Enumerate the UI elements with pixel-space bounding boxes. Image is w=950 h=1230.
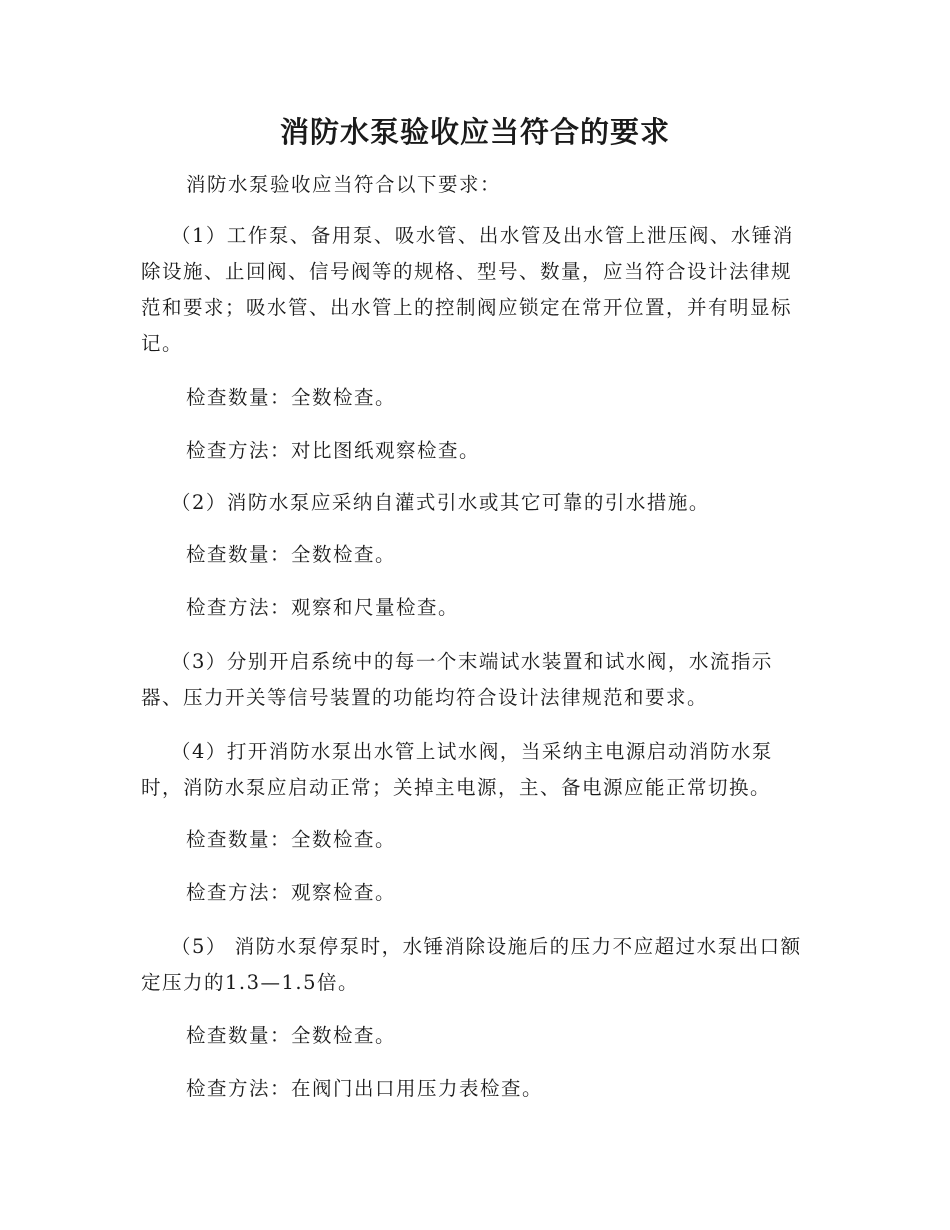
- requirement-3: （3）分别开启系统中的每一个末端试水装置和试水阀，水流指示器、压力开关等信号装置的功能均符合设计法律规范和要求。: [141, 650, 773, 709]
- check-quantity-1: 检查数量：全数检查。: [186, 386, 397, 409]
- check-method-2: 检查方法：观察和尺量检查。: [186, 596, 460, 619]
- check-method-1: 检查方法：对比图纸观察检查。: [186, 439, 481, 462]
- check-quantity-4: 检查数量：全数检查。: [186, 828, 397, 851]
- intro-paragraph: 消防水泵验收应当符合以下要求：: [186, 173, 502, 196]
- page-title: 消防水泵验收应当符合的要求: [279, 115, 670, 149]
- check-method-4: 检查方法：观察检查。: [186, 881, 397, 904]
- requirement-4: （4）打开消防水泵出水管上试水阀，当采纳主电源启动消防水泵时，消防水泵应启动正常；关掉主电源，主、备电源应能正常切换。: [141, 740, 773, 799]
- check-quantity-2: 检查数量：全数检查。: [186, 543, 397, 566]
- check-method-5: 检查方法：在阀门出口用压力表检查。: [186, 1077, 544, 1100]
- requirement-2: （2）消防水泵应采纳自灌式引水或其它可靠的引水措施。: [171, 491, 710, 514]
- check-quantity-5: 检查数量：全数检查。: [186, 1024, 397, 1047]
- requirement-1: （1）工作泵、备用泵、吸水管、出水管及出水管上泄压阀、水锤消除设施、止回阀、信号阀等的规格、型号、数量，应当符合设计法律规范和要求；吸水管、出水管上的控制阀应锁定在常开位置，并有明显标记。: [141, 224, 794, 355]
- requirement-5: （5） 消防水泵停泵时，水锤消除设施后的压力不应超过水泵出口额定压力的1.3—1.5倍。: [141, 935, 802, 994]
